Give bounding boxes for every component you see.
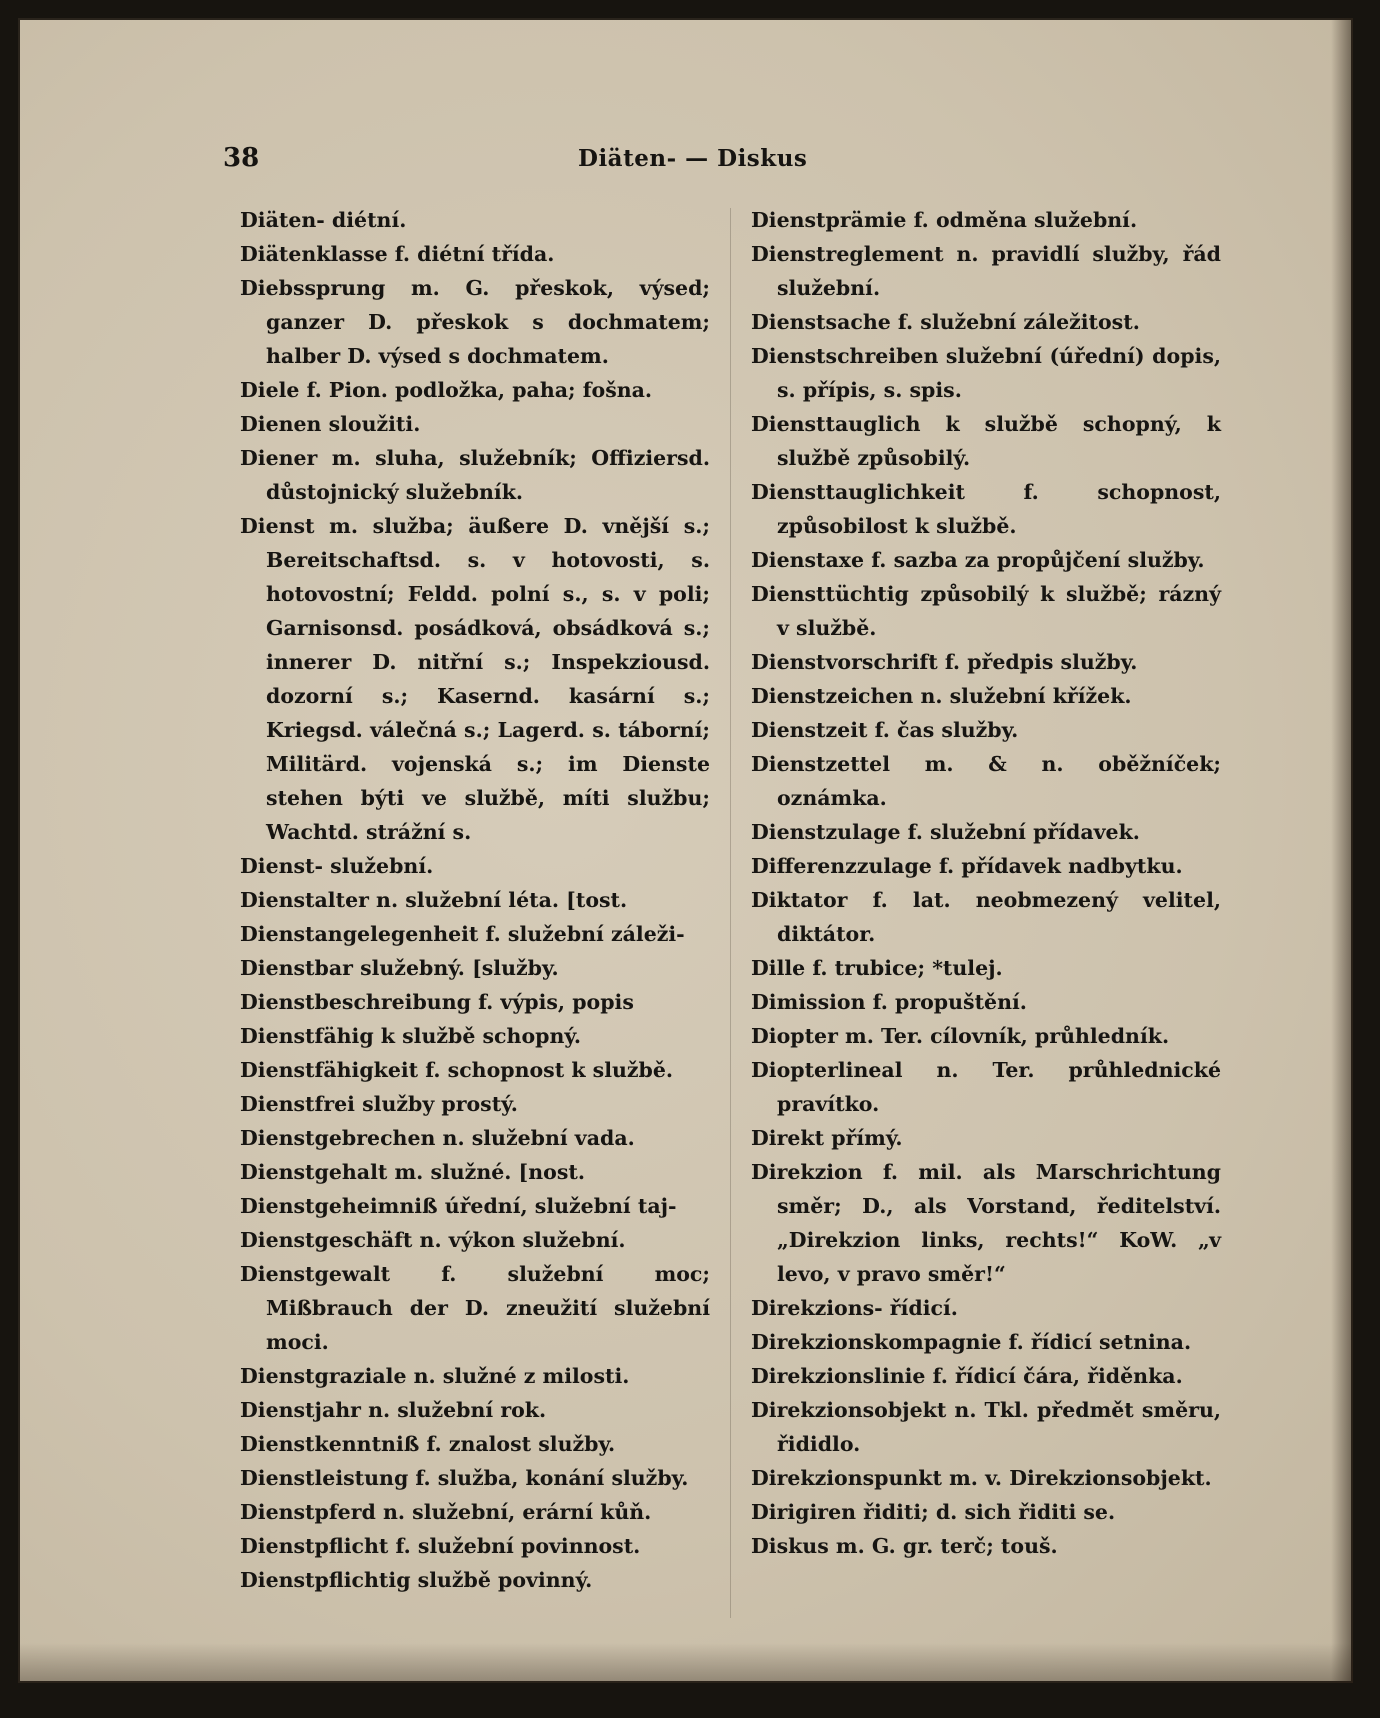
- dictionary-entry: Dienstpflichtig službě povinný.: [240, 1568, 593, 1592]
- left-column: [240, 203, 710, 1597]
- dictionary-entry: Diebssprung m. G. přeskok, výsed; ganzer D. přeskok s dochmatem; halber D. výsed s dochmatem.: [240, 276, 710, 368]
- dictionary-entry: Dienstgeheimniß úřední, služební taj-: [240, 1194, 677, 1218]
- dictionary-entry: Dirigiren řiditi; d. sich řiditi se.: [751, 1500, 1116, 1524]
- dictionary-entry: Diener m. sluha, služebník; Offiziersd. důstojnický služebník.: [240, 446, 710, 504]
- dictionary-entry: Dienstprämie f. odměna služební.: [751, 208, 1138, 232]
- dictionary-entry: Dienstgraziale n. služné z milosti.: [240, 1364, 630, 1388]
- dictionary-entry: Dienstgehalt m. služné. [nost.: [240, 1160, 585, 1184]
- page-bottom-shadow: [18, 1643, 1353, 1683]
- dictionary-entry: Dienstjahr n. služební rok.: [240, 1398, 547, 1422]
- dictionary-entry: Dienstsache f. služební záležitost.: [751, 310, 1140, 334]
- dictionary-entry: Dille f. trubice; *tulej.: [751, 956, 1003, 980]
- dictionary-entry: Diensttauglich k službě schopný, k službě způsobilý.: [751, 412, 1221, 470]
- dictionary-entry: Direkzionspunkt m. v. Direkzionsobjekt.: [751, 1466, 1212, 1490]
- dictionary-entry: Direkzionsobjekt n. Tkl. předmět směru, řididlo.: [751, 1398, 1221, 1456]
- dictionary-entry: Dienstbar služebný. [služby.: [240, 956, 559, 980]
- running-head: Diäten- — Diskus: [578, 145, 808, 172]
- dictionary-entry: Dienstalter n. služební léta. [tost.: [240, 888, 628, 912]
- page-header: [18, 143, 1353, 183]
- dictionary-entry: Dienstpferd n. služební, erární kůň.: [240, 1500, 652, 1524]
- dictionary-entry: Dienstvorschrift f. předpis služby.: [751, 650, 1138, 674]
- dictionary-entry: Dienstfrei služby prostý.: [240, 1092, 518, 1116]
- dictionary-entry: Dienstzeichen n. služební křížek.: [751, 684, 1132, 708]
- dictionary-entry: Diäten- diétní.: [240, 208, 407, 232]
- dictionary-entry: Dienstgewalt f. služební moc; Mißbrauch der D. zneužití služební moci.: [240, 1262, 710, 1354]
- dictionary-entry: Dienstzettel m. & n. oběžníček; oznámka.: [751, 752, 1221, 810]
- page-number: 38: [223, 143, 260, 173]
- dictionary-entry: Dienstzeit f. čas služby.: [751, 718, 1019, 742]
- dictionary-entry: Dienstreglement n. pravidlí služby, řád služební.: [751, 242, 1221, 300]
- dictionary-entry: Dienstgebrechen n. služební vada.: [240, 1126, 635, 1150]
- dictionary-entry: Diensttauglichkeit f. schopnost, způsobilost k službě.: [751, 480, 1221, 538]
- dictionary-entry: Direkzionslinie f. řídicí čára, řiděnka.: [751, 1364, 1183, 1388]
- dictionary-entry: Dienst m. služba; äußere D. vnější s.; Bereitschaftsd. s. v hotovosti, s. hotovostní; Feldd. polní s., s. v poli; Garnisonsd. posádková, obsádková s.; innerer D. nitřní s.; Inspekziousd. dozorní s.; Kasernd. kasární s.; Kriegsd. válečná s.; Lagerd. s. táborní; Militärd. vojenská s.; im Dienste stehen býti ve službě, míti službu; Wachtd. strážní s.: [240, 514, 710, 844]
- dictionary-entry: Dienstgeschäft n. výkon služební.: [240, 1228, 626, 1252]
- dictionary-entry: Dienen sloužiti.: [240, 412, 421, 436]
- dictionary-entry: Dienst- služební.: [240, 854, 434, 878]
- dictionary-entry: Diele f. Pion. podložka, paha; fošna.: [240, 378, 653, 402]
- dictionary-entry: Dimission f. propuštění.: [751, 990, 1027, 1014]
- dictionary-entry: Direkzion f. mil. als Marschrichtung směr; D., als Vorstand, ředitelství. „Direkzion links, rechts!“ KoW. „v levo, v pravo směr!“: [751, 1160, 1221, 1286]
- dictionary-entry: Direkzionskompagnie f. řídicí setnina.: [751, 1330, 1192, 1354]
- dictionary-entry: Direkt přímý.: [751, 1126, 903, 1150]
- dictionary-entry: Dienstfähigkeit f. schopnost k službě.: [240, 1058, 674, 1082]
- dictionary-entry: Diktator f. lat. neobmezený velitel, diktátor.: [751, 888, 1221, 946]
- dictionary-entry: Dienstleistung f. služba, konání služby.: [240, 1466, 689, 1490]
- right-column: [751, 203, 1221, 1563]
- dictionary-entry: Direkzions- řídicí.: [751, 1296, 958, 1320]
- dictionary-entry: Diensttüchtig způsobilý k službě; rázný v službě.: [751, 582, 1221, 640]
- dictionary-entry: Differenzzulage f. přídavek nadbytku.: [751, 854, 1183, 878]
- dictionary-entry: Diätenklasse f. diétní třída.: [240, 242, 555, 266]
- dictionary-entry: Dienstschreiben služební (úřední) dopis, s. přípis, s. spis.: [751, 344, 1221, 402]
- dictionary-entry: Dienstangelegenheit f. služební záleži-: [240, 922, 685, 946]
- scanned-page: [18, 18, 1353, 1683]
- dictionary-entry: Diopter m. Ter. cílovník, průhledník.: [751, 1024, 1170, 1048]
- dictionary-entry: Dienstbeschreibung f. výpis, popis: [240, 990, 634, 1014]
- column-divider: [730, 208, 731, 1618]
- dictionary-entry: Dienstaxe f. sazba za propůjčení služby.: [751, 548, 1205, 572]
- dictionary-entry: Dienstpflicht f. služební povinnost.: [240, 1534, 641, 1558]
- dictionary-entry: Dienstfähig k službě schopný.: [240, 1024, 582, 1048]
- dictionary-entry: Dienstkenntniß f. znalost služby.: [240, 1432, 616, 1456]
- dictionary-entry: Dienstzulage f. služební přídavek.: [751, 820, 1140, 844]
- dictionary-entry: Diopterlineal n. Ter. průhlednické pravítko.: [751, 1058, 1221, 1116]
- dictionary-entry: Diskus m. G. gr. terč; touš.: [751, 1534, 1058, 1558]
- page-edge-shadow: [1331, 18, 1353, 1683]
